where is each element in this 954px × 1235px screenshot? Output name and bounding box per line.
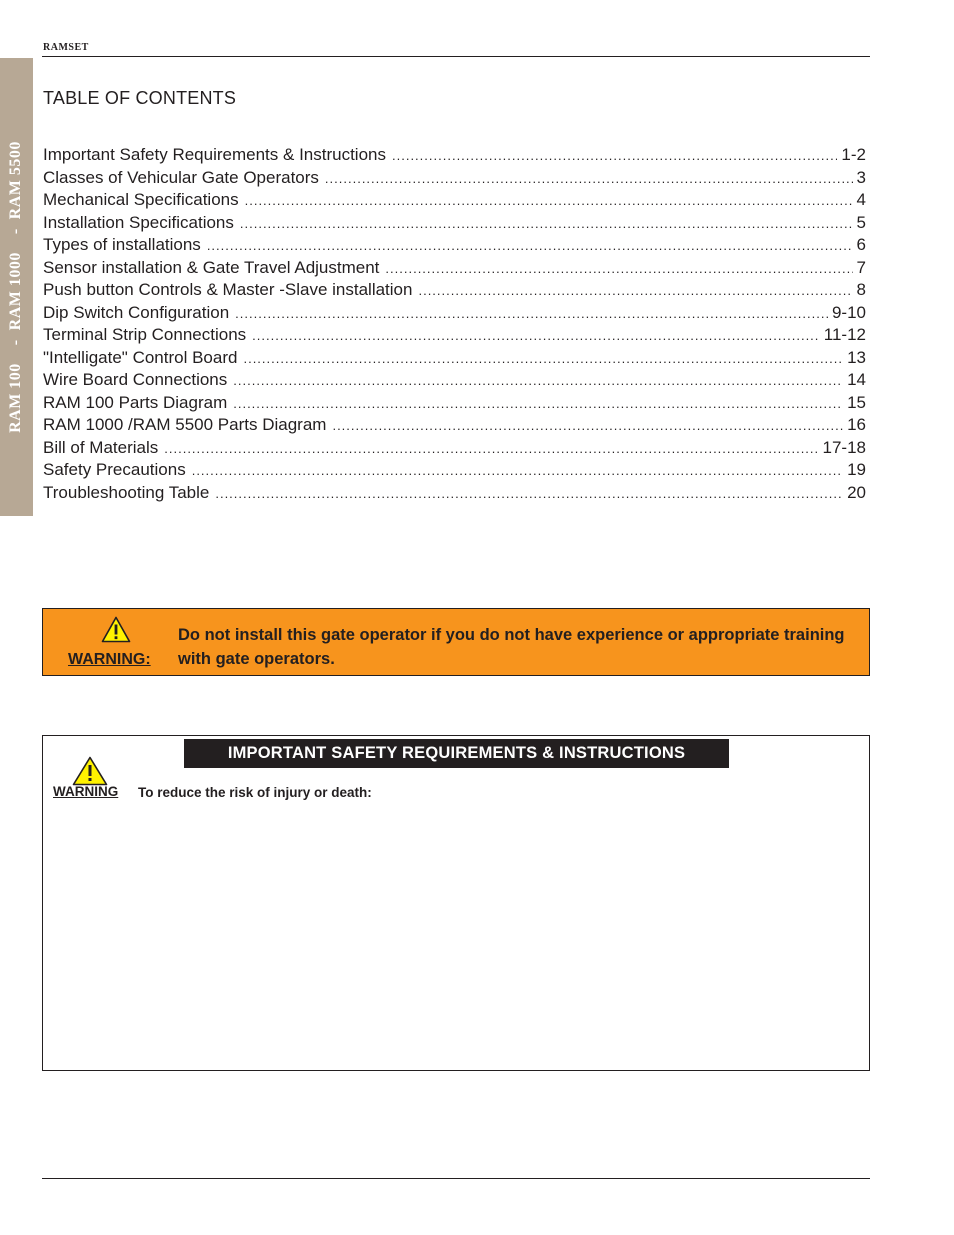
toc-leader-dots	[164, 441, 818, 456]
safety-warning-label: WARNING	[53, 784, 119, 799]
toc-entry[interactable]	[43, 303, 866, 326]
toc-entry-label: Safety Precautions	[43, 460, 186, 479]
toc-entry[interactable]	[43, 370, 866, 393]
toc-leader-dots	[233, 396, 843, 411]
toc-leader-dots	[240, 216, 853, 231]
toc-entry[interactable]	[43, 348, 866, 371]
warning-text: Do not install this gate operator if you do not have experience or appropriate training with gate operators.	[178, 626, 845, 668]
toc-entry[interactable]	[43, 483, 866, 506]
toc-entry[interactable]	[43, 213, 866, 236]
side-tab	[0, 58, 33, 516]
table-of-contents	[43, 145, 866, 505]
toc-leader-dots	[245, 193, 853, 208]
toc-entry[interactable]	[43, 190, 866, 213]
toc-entry-page: 14	[847, 370, 866, 389]
toc-entry-page: 5	[856, 212, 866, 232]
toc-entry[interactable]	[43, 438, 866, 461]
toc-entry[interactable]	[43, 393, 866, 416]
toc-entry-label: Types of installations	[43, 235, 201, 254]
toc-entry-label: RAM 100 Parts Diagram	[43, 392, 228, 412]
toc-leader-dots	[192, 463, 843, 478]
toc-entry-page: 13	[847, 347, 866, 367]
toc-entry-page: 11-12	[823, 325, 866, 344]
toc-leader-dots	[332, 418, 843, 433]
toc-leader-dots	[252, 328, 820, 343]
toc-entry[interactable]	[43, 168, 866, 191]
toc-entry[interactable]	[43, 258, 866, 281]
toc-entry-label: Terminal Strip Connections	[43, 325, 247, 344]
toc-entry-page: 20	[847, 482, 866, 502]
toc-leader-dots	[235, 306, 828, 321]
toc-entry-label: Troubleshooting Table	[43, 482, 210, 502]
toc-leader-dots	[243, 351, 843, 366]
warning-label: WARNING:	[68, 651, 151, 668]
toc-entry-page: 7	[856, 257, 866, 277]
toc-entry-page: 9-10	[831, 302, 866, 322]
toc-leader-dots	[207, 238, 853, 253]
toc-entry-label: Important Safety Requirements & Instructions	[43, 145, 386, 164]
safety-section	[42, 735, 870, 1071]
toc-entry-page: 15	[847, 392, 866, 412]
toc-entry-page: 4	[856, 190, 866, 209]
warning-banner	[42, 608, 870, 676]
toc-entry-label: "Intelligate" Control Board	[43, 347, 238, 367]
toc-leader-dots	[385, 261, 852, 276]
toc-leader-dots	[215, 486, 843, 501]
toc-entry-label: Push button Controls & Master -Slave installation	[43, 280, 413, 299]
toc-entry-label: Sensor installation & Gate Travel Adjustment	[43, 257, 380, 277]
toc-entry-label: Bill of Materials	[43, 437, 159, 457]
toc-entry-page: 16	[847, 415, 866, 434]
toc-entry-page: 17-18	[822, 437, 866, 457]
toc-entry[interactable]	[43, 415, 866, 438]
toc-entry[interactable]	[43, 145, 866, 168]
brand-name: RAMSET	[43, 42, 89, 53]
safety-warning-text: To reduce the risk of injury or death:	[138, 785, 372, 800]
toc-title: TABLE OF CONTENTS	[43, 88, 237, 108]
toc-entry[interactable]	[43, 235, 866, 258]
toc-leader-dots	[325, 171, 853, 186]
warning-triangle-icon	[101, 616, 131, 643]
toc-leader-dots	[233, 373, 843, 388]
toc-leader-dots	[392, 148, 837, 163]
toc-entry-page: 1-2	[841, 145, 866, 164]
toc-entry-page: 19	[847, 460, 866, 479]
side-tab-text: RAM 100 - RAM 1000 - RAM 5500	[7, 141, 24, 433]
toc-entry-label: Installation Specifications	[43, 212, 234, 232]
toc-entry-page: 3	[856, 167, 866, 187]
toc-entry[interactable]	[43, 460, 866, 483]
toc-entry-label: RAM 1000 /RAM 5500 Parts Diagram	[43, 415, 327, 434]
toc-entry-label: Mechanical Specifications	[43, 190, 239, 209]
toc-entry-page: 8	[856, 280, 866, 299]
toc-leader-dots	[418, 283, 852, 298]
safety-section-header: IMPORTANT SAFETY REQUIREMENTS & INSTRUCTIONS	[184, 739, 729, 768]
toc-entry-label: Wire Board Connections	[43, 370, 228, 389]
toc-entry-page: 6	[856, 235, 866, 254]
toc-entry[interactable]	[43, 325, 866, 348]
top-divider	[42, 56, 870, 57]
bottom-divider	[42, 1178, 870, 1179]
warning-triangle-icon	[72, 756, 108, 786]
toc-entry[interactable]	[43, 280, 866, 303]
toc-entry-label: Dip Switch Configuration	[43, 302, 230, 322]
toc-entry-label: Classes of Vehicular Gate Operators	[43, 167, 319, 187]
